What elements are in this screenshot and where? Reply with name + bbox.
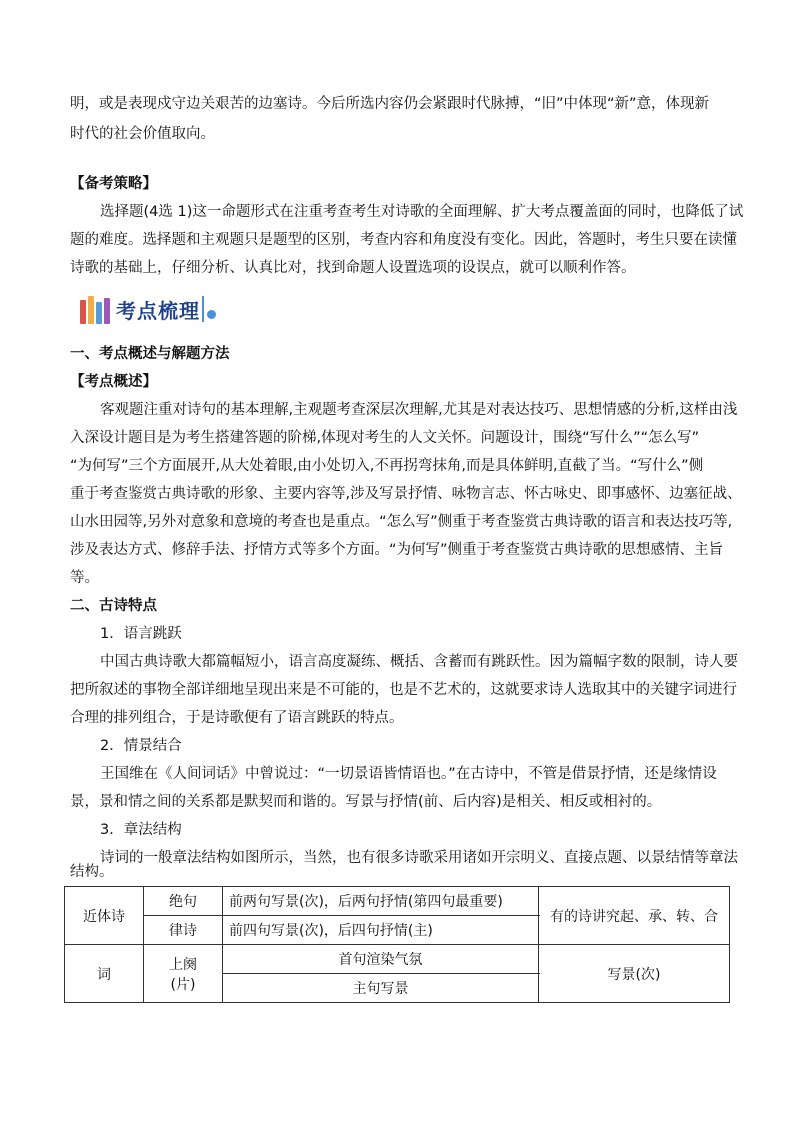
table-cell: 前四句写景(次)，后四句抒情(主) bbox=[223, 916, 539, 945]
intro-line-1: 明，或是表现戍守边关艰苦的边塞诗。今后所选内容仍会紧跟时代脉搏，“旧”中体现“新”意，体现新 bbox=[70, 96, 710, 112]
section-2-line: 景，景和情之间的关系都是默契而和谐的。写景与抒情(前、后内容)是相关、相反或相衬的。 bbox=[70, 794, 662, 810]
strategy-line: 题的难度。选择题和主观题只是题型的区别，考查内容和角度没有变化。因此，答题时，考生只要在读懂 bbox=[70, 232, 737, 248]
section-1-line: 等。 bbox=[70, 570, 99, 586]
section-2-line: 诗词的一般章法结构如图所示，当然，也有很多诗歌采用诸如开宗明义、直接点题、以景结情等章法 bbox=[100, 850, 738, 866]
table-cell: 主句写景 bbox=[223, 974, 539, 1003]
section-2-line: 合理的排列组合，于是诗歌便有了语言跳跃的特点。 bbox=[70, 710, 404, 726]
section-2-line: 结构。 bbox=[70, 864, 114, 880]
section-1-line: 重于考查鉴赏古典诗歌的形象、主要内容等,涉及写景抒情、咏物言志、怀古咏史、即事感怀、边塞征战、 bbox=[70, 486, 742, 502]
table-cell: 绝句 bbox=[144, 887, 223, 916]
section-1-line: “为何写”三个方面展开,从大处着眼,由小处切入,不再拐弯抹角,而是具体鲜明,直截了当。“写什么”侧 bbox=[70, 458, 704, 474]
intro-line-2: 时代的社会价值取向。 bbox=[70, 126, 215, 142]
table-cell-line: 上阕 bbox=[169, 956, 197, 973]
section-2-line: 把所叙述的事物全部详细地呈现出来是不可能的，也是不艺术的，这就要求诗人选取其中的关键字词进行 bbox=[70, 682, 737, 698]
section-1-line: 涉及表达方式、修辞手法、抒情方式等多个方面。“为何写”侧重于考查鉴赏古典诗歌的思想感情、主旨 bbox=[70, 542, 724, 558]
subsection-title-1: 1．语言跳跃 bbox=[100, 626, 182, 642]
table-cell: 写景(次) bbox=[539, 945, 730, 1003]
section-2-heading: 二、古诗特点 bbox=[70, 598, 157, 614]
subsection-title-3: 3．章法结构 bbox=[100, 822, 182, 838]
table-cell: 近体诗 bbox=[65, 887, 144, 945]
books-icon bbox=[80, 294, 110, 324]
section-banner bbox=[80, 292, 216, 326]
banner-dot bbox=[207, 310, 216, 319]
strategy-line: 诗歌的基础上，仔细分析、认真比对，找到命题人设置选项的设误点，就可以顺利作答。 bbox=[70, 260, 636, 276]
table-cell: 首句渲染气氛 bbox=[223, 945, 539, 974]
table-cell: 词 bbox=[65, 945, 144, 1003]
section-1-subheading: 【考点概述】 bbox=[70, 374, 157, 390]
section-2-line: 中国古典诗歌大都篇幅短小，语言高度凝练、概括、含蓄而有跳跃性。因为篇幅字数的限制，诗人要 bbox=[100, 654, 738, 670]
strategy-line: 选择题(4选 1)这一命题形式在注重考查考生对诗歌的全面理解、扩大考点覆盖面的同时，也降低了试 bbox=[100, 204, 744, 220]
section-2-line: 王国维在《人间词话》中曾说过：“一切景语皆情语也。”在古诗中，不管是借景抒情，还是缘情设 bbox=[100, 766, 717, 782]
table-cell bbox=[144, 945, 223, 1003]
table-cell: 有的诗讲究起、承、转、合 bbox=[539, 887, 730, 945]
table-cell-line: (片) bbox=[170, 976, 196, 993]
table-cell: 前两句写景(次)，后两句抒情(第四句最重要) bbox=[223, 887, 539, 916]
section-1-line: 客观题注重对诗句的基本理解,主观题考查深层次理解,尤其是对表达技巧、思想情感的分析,这样由浅 bbox=[100, 402, 738, 418]
strategy-heading: 【备考策略】 bbox=[70, 176, 157, 192]
section-1-line: 山水田园等,另外对意象和意境的考查也是重点。“怎么写”侧重于考查鉴赏古典诗歌的语言和表达技巧等, bbox=[70, 514, 733, 530]
table-row bbox=[65, 887, 730, 916]
table-cell: 律诗 bbox=[144, 916, 223, 945]
section-1-line: 入深设计题目是为考生搭建答题的阶梯,体现对考生的人文关怀。问题设计，围绕“写什么”“怎么写” bbox=[70, 430, 700, 446]
section-1-heading: 一、考点概述与解题方法 bbox=[70, 346, 230, 362]
banner-caret bbox=[202, 296, 204, 322]
structure-table bbox=[64, 886, 730, 1003]
table-row bbox=[65, 945, 730, 974]
banner-title: 考点梳理 bbox=[116, 298, 200, 323]
subsection-title-2: 2．情景结合 bbox=[100, 738, 182, 754]
